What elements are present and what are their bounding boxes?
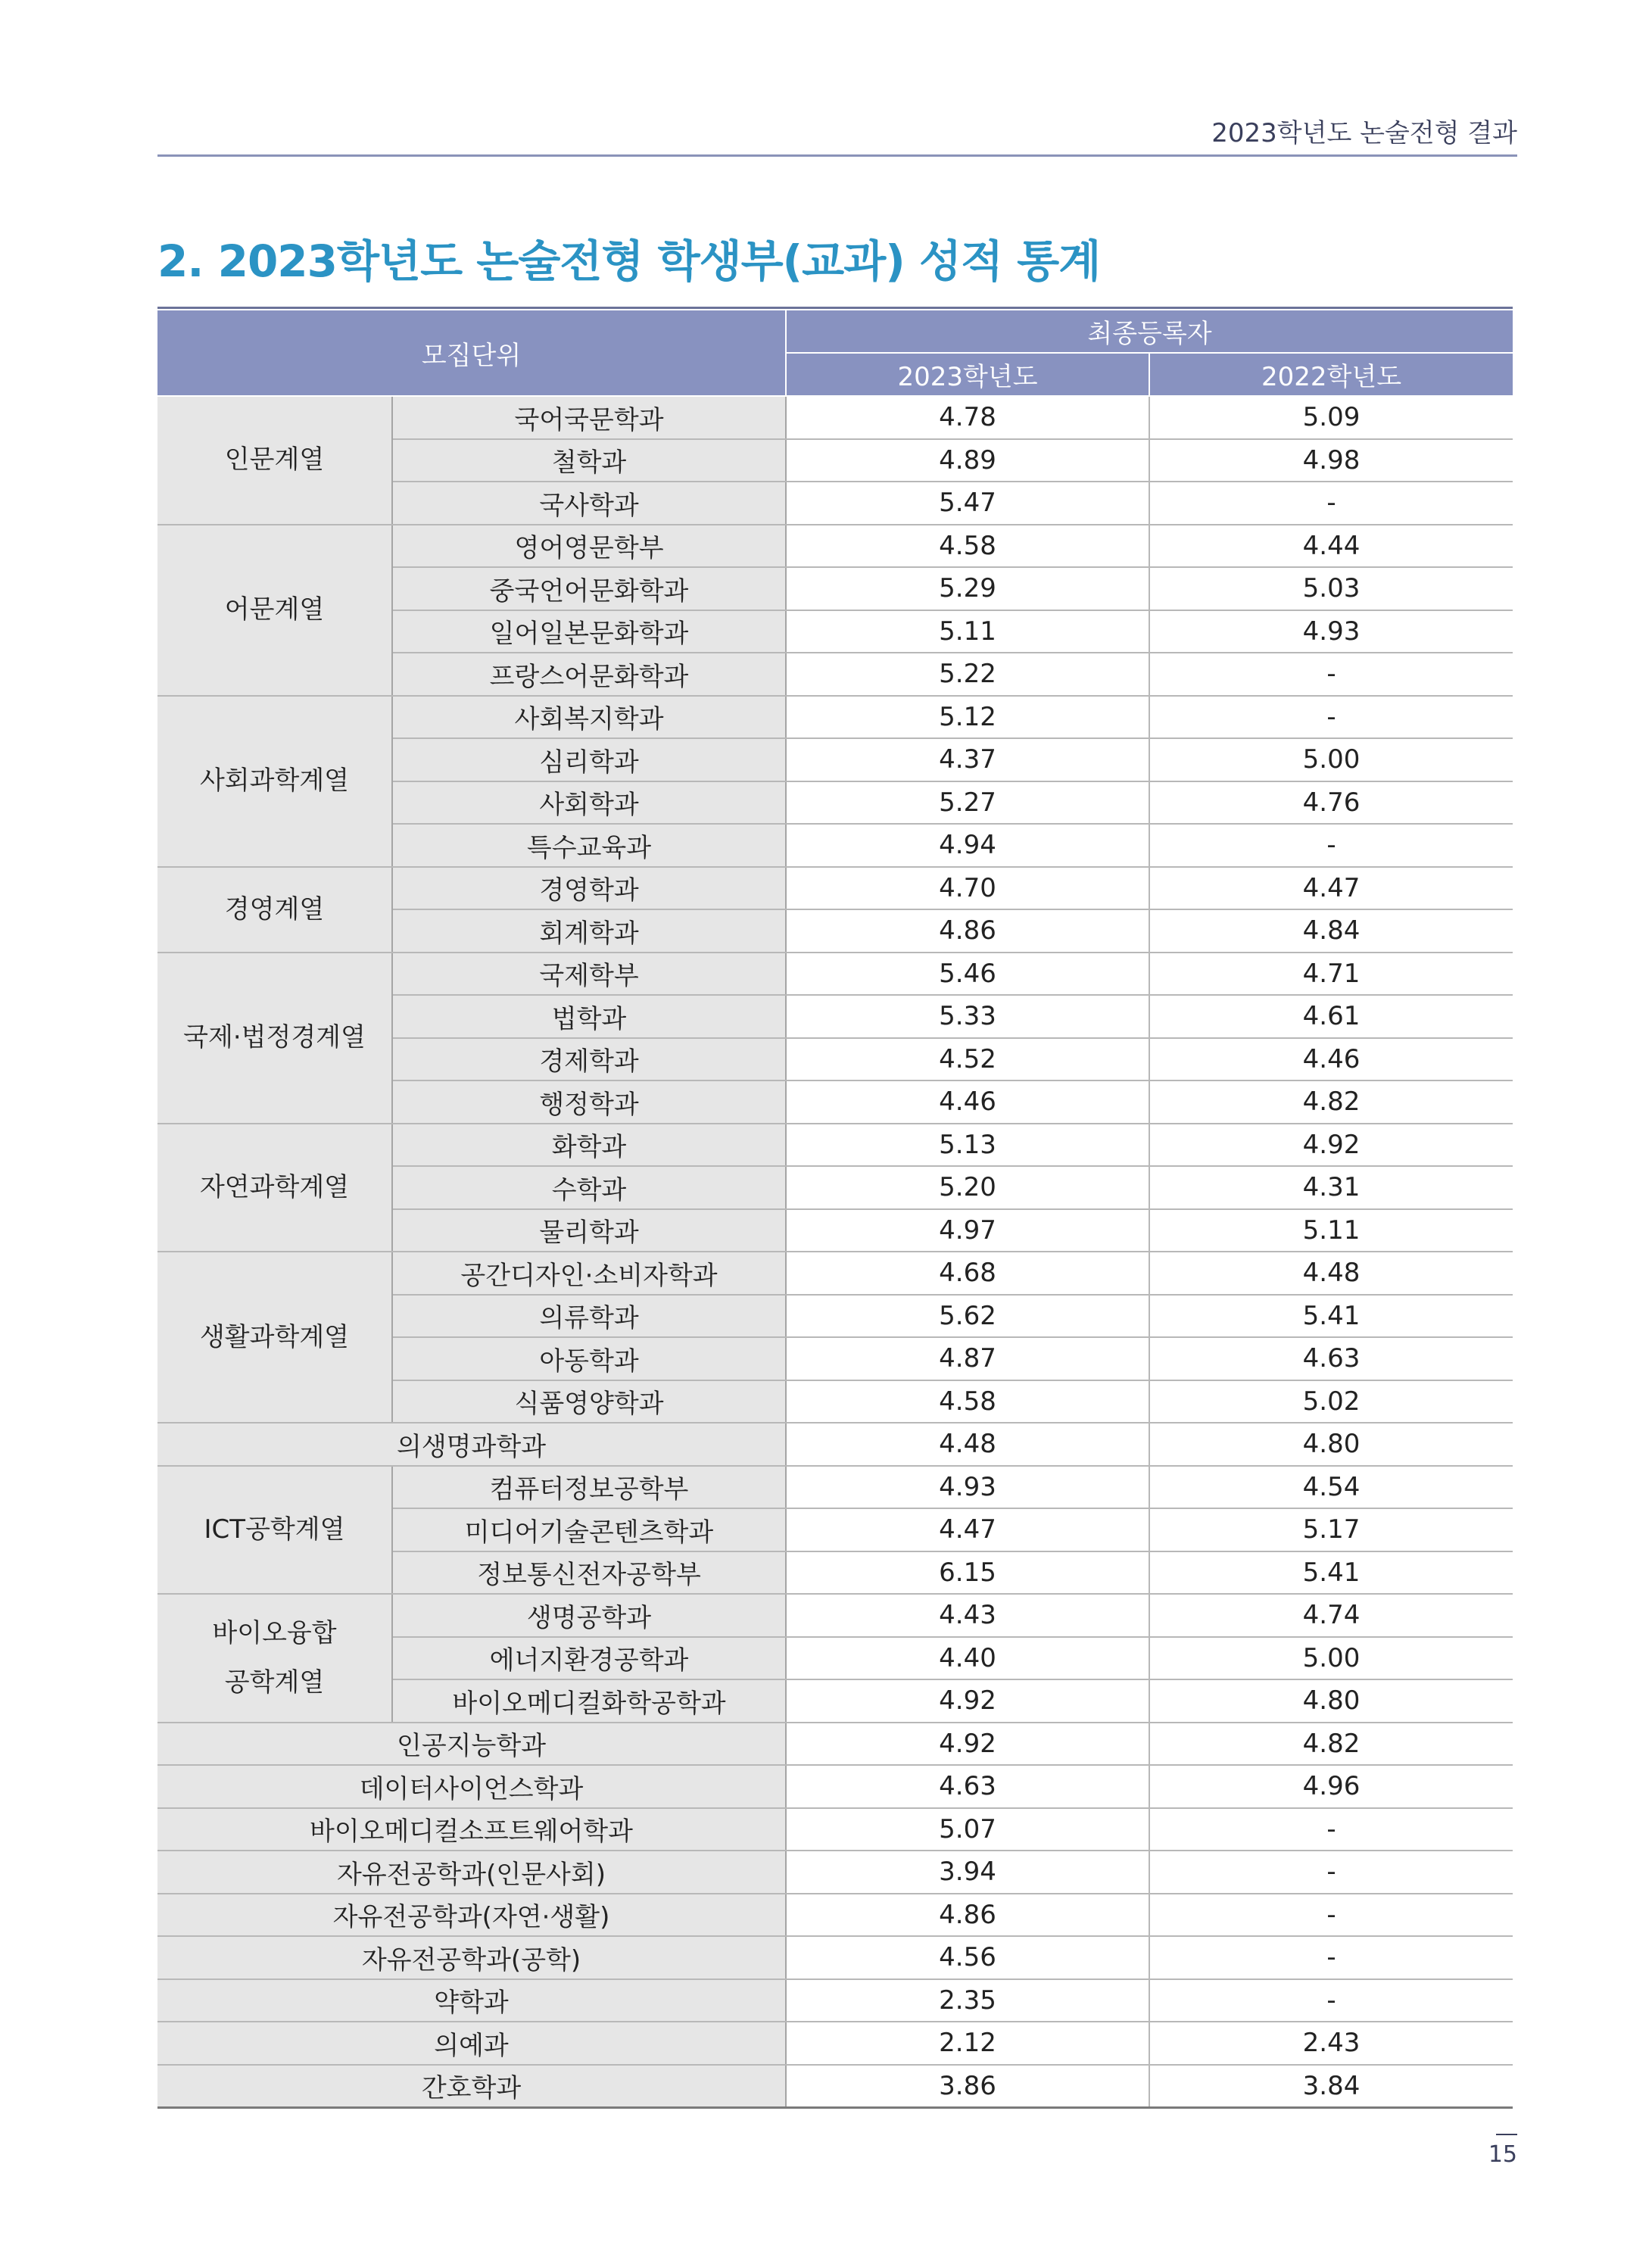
value-2022-cell: - xyxy=(1149,653,1513,696)
col-header-2023: 2023학년도 xyxy=(786,353,1149,396)
section-title: 2. 2023학년도 논술전형 학생부(교과) 성적 통계 xyxy=(157,235,1101,287)
value-2022-cell: 5.41 xyxy=(1149,1551,1513,1595)
table-row xyxy=(157,953,1513,996)
value-2023-cell: 4.86 xyxy=(786,909,1149,953)
value-2023-cell: 4.47 xyxy=(786,1508,1149,1551)
unit-name-cell: 자유전공학과(인문사회) xyxy=(157,1851,786,1894)
group-cell: 인문계열 xyxy=(157,396,392,525)
department-cell: 행정학과 xyxy=(392,1080,786,1124)
group-cell: 자연과학계열 xyxy=(157,1124,392,1252)
value-2023-cell: 4.86 xyxy=(786,1894,1149,1937)
value-2022-cell: - xyxy=(1149,1979,1513,2022)
group-cell: 바이오융합 공학계열 xyxy=(157,1594,392,1723)
value-2022-cell: 2.43 xyxy=(1149,2022,1513,2065)
group-cell: ICT공학계열 xyxy=(157,1466,392,1595)
value-2023-cell: 4.52 xyxy=(786,1038,1149,1081)
value-2023-cell: 4.56 xyxy=(786,1936,1149,1979)
value-2023-cell: 4.46 xyxy=(786,1080,1149,1124)
value-2023-cell: 4.89 xyxy=(786,439,1149,482)
value-2023-cell: 5.47 xyxy=(786,482,1149,525)
table-row xyxy=(157,525,1513,568)
table-row xyxy=(157,1851,1513,1894)
value-2022-cell: 4.92 xyxy=(1149,1124,1513,1167)
department-cell: 미디어기술콘텐츠학과 xyxy=(392,1508,786,1551)
value-2023-cell: 4.40 xyxy=(786,1637,1149,1680)
value-2022-cell: 4.63 xyxy=(1149,1337,1513,1380)
table-row xyxy=(157,1894,1513,1937)
value-2022-cell: 4.76 xyxy=(1149,781,1513,825)
page-number: 15 xyxy=(1488,2141,1517,2168)
value-2023-cell: 2.12 xyxy=(786,2022,1149,2065)
department-cell: 특수교육과 xyxy=(392,824,786,867)
value-2022-cell: - xyxy=(1149,1894,1513,1937)
header-rule xyxy=(157,154,1517,157)
value-2022-cell: 4.44 xyxy=(1149,525,1513,568)
table-row xyxy=(157,2022,1513,2065)
value-2022-cell: - xyxy=(1149,1936,1513,1979)
value-2023-cell: 2.35 xyxy=(786,1979,1149,2022)
table-row xyxy=(157,1808,1513,1851)
department-cell: 회계학과 xyxy=(392,909,786,953)
table-row xyxy=(157,696,1513,739)
unit-name-cell: 데이터사이언스학과 xyxy=(157,1765,786,1808)
group-cell: 경영계열 xyxy=(157,867,392,953)
value-2022-cell: 4.80 xyxy=(1149,1423,1513,1466)
value-2022-cell: 4.82 xyxy=(1149,1723,1513,1766)
col-header-unit: 모집단위 xyxy=(157,310,786,396)
department-cell: 국사학과 xyxy=(392,482,786,525)
department-cell: 국어국문학과 xyxy=(392,396,786,439)
department-cell: 사회학과 xyxy=(392,781,786,825)
value-2023-cell: 4.97 xyxy=(786,1209,1149,1252)
value-2023-cell: 4.92 xyxy=(786,1679,1149,1723)
table-row xyxy=(157,1466,1513,1509)
department-cell: 중국언어문화학과 xyxy=(392,567,786,610)
value-2023-cell: 4.87 xyxy=(786,1337,1149,1380)
value-2023-cell: 4.63 xyxy=(786,1765,1149,1808)
department-cell: 수학과 xyxy=(392,1166,786,1209)
department-cell: 일어일본문화학과 xyxy=(392,610,786,653)
value-2022-cell: - xyxy=(1149,482,1513,525)
value-2023-cell: 4.70 xyxy=(786,867,1149,910)
unit-name-cell: 간호학과 xyxy=(157,2065,786,2108)
unit-name-cell: 자유전공학과(공학) xyxy=(157,1936,786,1979)
department-cell: 심리학과 xyxy=(392,738,786,781)
group-cell: 국제·법정경계열 xyxy=(157,953,392,1124)
group-cell: 사회과학계열 xyxy=(157,696,392,867)
value-2023-cell: 4.78 xyxy=(786,396,1149,439)
value-2023-cell: 6.15 xyxy=(786,1551,1149,1595)
value-2023-cell: 4.92 xyxy=(786,1723,1149,1766)
value-2023-cell: 4.94 xyxy=(786,824,1149,867)
group-cell: 생활과학계열 xyxy=(157,1252,392,1423)
value-2022-cell: 5.09 xyxy=(1149,396,1513,439)
table-row xyxy=(157,1124,1513,1167)
department-cell: 의류학과 xyxy=(392,1295,786,1338)
value-2023-cell: 5.33 xyxy=(786,995,1149,1038)
value-2022-cell: 4.93 xyxy=(1149,610,1513,653)
value-2022-cell: 3.84 xyxy=(1149,2065,1513,2108)
department-cell: 사회복지학과 xyxy=(392,696,786,739)
value-2023-cell: 3.86 xyxy=(786,2065,1149,2108)
table-row xyxy=(157,2065,1513,2108)
value-2023-cell: 4.58 xyxy=(786,525,1149,568)
value-2023-cell: 5.20 xyxy=(786,1166,1149,1209)
table-row xyxy=(157,1979,1513,2022)
department-cell: 프랑스어문화학과 xyxy=(392,653,786,696)
value-2022-cell: 5.03 xyxy=(1149,567,1513,610)
group-cell: 어문계열 xyxy=(157,525,392,696)
table-row xyxy=(157,1936,1513,1979)
value-2022-cell: 4.96 xyxy=(1149,1765,1513,1808)
value-2023-cell: 5.62 xyxy=(786,1295,1149,1338)
table-row xyxy=(157,1765,1513,1808)
department-cell: 아동학과 xyxy=(392,1337,786,1380)
value-2023-cell: 4.58 xyxy=(786,1380,1149,1423)
value-2023-cell: 5.12 xyxy=(786,696,1149,739)
value-2022-cell: - xyxy=(1149,696,1513,739)
value-2022-cell: 4.47 xyxy=(1149,867,1513,910)
value-2022-cell: 4.74 xyxy=(1149,1594,1513,1637)
value-2023-cell: 5.11 xyxy=(786,610,1149,653)
department-cell: 철학과 xyxy=(392,439,786,482)
department-cell: 컴퓨터정보공학부 xyxy=(392,1466,786,1509)
unit-name-cell: 의예과 xyxy=(157,2022,786,2065)
value-2022-cell: 5.00 xyxy=(1149,738,1513,781)
value-2023-cell: 3.94 xyxy=(786,1851,1149,1894)
value-2022-cell: 4.48 xyxy=(1149,1252,1513,1295)
page-number-dash xyxy=(1496,2134,1517,2135)
value-2023-cell: 5.29 xyxy=(786,567,1149,610)
table-body xyxy=(157,396,1513,2108)
value-2022-cell: 4.82 xyxy=(1149,1080,1513,1124)
department-cell: 식품영양학과 xyxy=(392,1380,786,1423)
department-cell: 법학과 xyxy=(392,995,786,1038)
value-2023-cell: 5.46 xyxy=(786,953,1149,996)
value-2022-cell: 4.71 xyxy=(1149,953,1513,996)
table-row xyxy=(157,1723,1513,1766)
value-2022-cell: - xyxy=(1149,1851,1513,1894)
value-2022-cell: 5.41 xyxy=(1149,1295,1513,1338)
table-row xyxy=(157,396,1513,439)
value-2023-cell: 4.48 xyxy=(786,1423,1149,1466)
unit-name-cell: 바이오메디컬소프트웨어학과 xyxy=(157,1808,786,1851)
value-2023-cell: 5.07 xyxy=(786,1808,1149,1851)
value-2023-cell: 4.37 xyxy=(786,738,1149,781)
unit-name-cell: 약학과 xyxy=(157,1979,786,2022)
unit-name-cell: 의생명과학과 xyxy=(157,1423,786,1466)
department-cell: 화학과 xyxy=(392,1124,786,1167)
value-2022-cell: 4.31 xyxy=(1149,1166,1513,1209)
department-cell: 바이오메디컬화학공학과 xyxy=(392,1679,786,1723)
value-2022-cell: - xyxy=(1149,824,1513,867)
value-2022-cell: 5.11 xyxy=(1149,1209,1513,1252)
department-cell: 경영학과 xyxy=(392,867,786,910)
value-2022-cell: 4.61 xyxy=(1149,995,1513,1038)
value-2023-cell: 4.68 xyxy=(786,1252,1149,1295)
table-row xyxy=(157,1423,1513,1466)
department-cell: 영어영문학부 xyxy=(392,525,786,568)
value-2023-cell: 4.93 xyxy=(786,1466,1149,1509)
value-2022-cell: 4.54 xyxy=(1149,1466,1513,1509)
table-row xyxy=(157,1594,1513,1637)
value-2022-cell: 4.80 xyxy=(1149,1679,1513,1723)
department-cell: 경제학과 xyxy=(392,1038,786,1081)
value-2023-cell: 5.27 xyxy=(786,781,1149,825)
value-2022-cell: 5.02 xyxy=(1149,1380,1513,1423)
department-cell: 물리학과 xyxy=(392,1209,786,1252)
value-2022-cell: 5.17 xyxy=(1149,1508,1513,1551)
unit-name-cell: 인공지능학과 xyxy=(157,1723,786,1766)
value-2022-cell: 4.98 xyxy=(1149,439,1513,482)
department-cell: 국제학부 xyxy=(392,953,786,996)
table-row xyxy=(157,867,1513,910)
value-2023-cell: 5.13 xyxy=(786,1124,1149,1167)
table-row xyxy=(157,1252,1513,1295)
value-2023-cell: 4.43 xyxy=(786,1594,1149,1637)
value-2022-cell: 4.46 xyxy=(1149,1038,1513,1081)
value-2022-cell: 4.84 xyxy=(1149,909,1513,953)
department-cell: 생명공학과 xyxy=(392,1594,786,1637)
col-header-2022: 2022학년도 xyxy=(1149,353,1513,396)
department-cell: 공간디자인·소비자학과 xyxy=(392,1252,786,1295)
value-2022-cell: - xyxy=(1149,1808,1513,1851)
department-cell: 에너지환경공학과 xyxy=(392,1637,786,1680)
running-header: 2023학년도 논술전형 결과 xyxy=(1211,118,1517,148)
unit-name-cell: 자유전공학과(자연·생활) xyxy=(157,1894,786,1937)
value-2022-cell: 5.00 xyxy=(1149,1637,1513,1680)
department-cell: 정보통신전자공학부 xyxy=(392,1551,786,1595)
col-header-final-registrants: 최종등록자 xyxy=(786,310,1513,353)
value-2023-cell: 5.22 xyxy=(786,653,1149,696)
grade-statistics-table xyxy=(157,309,1513,2109)
